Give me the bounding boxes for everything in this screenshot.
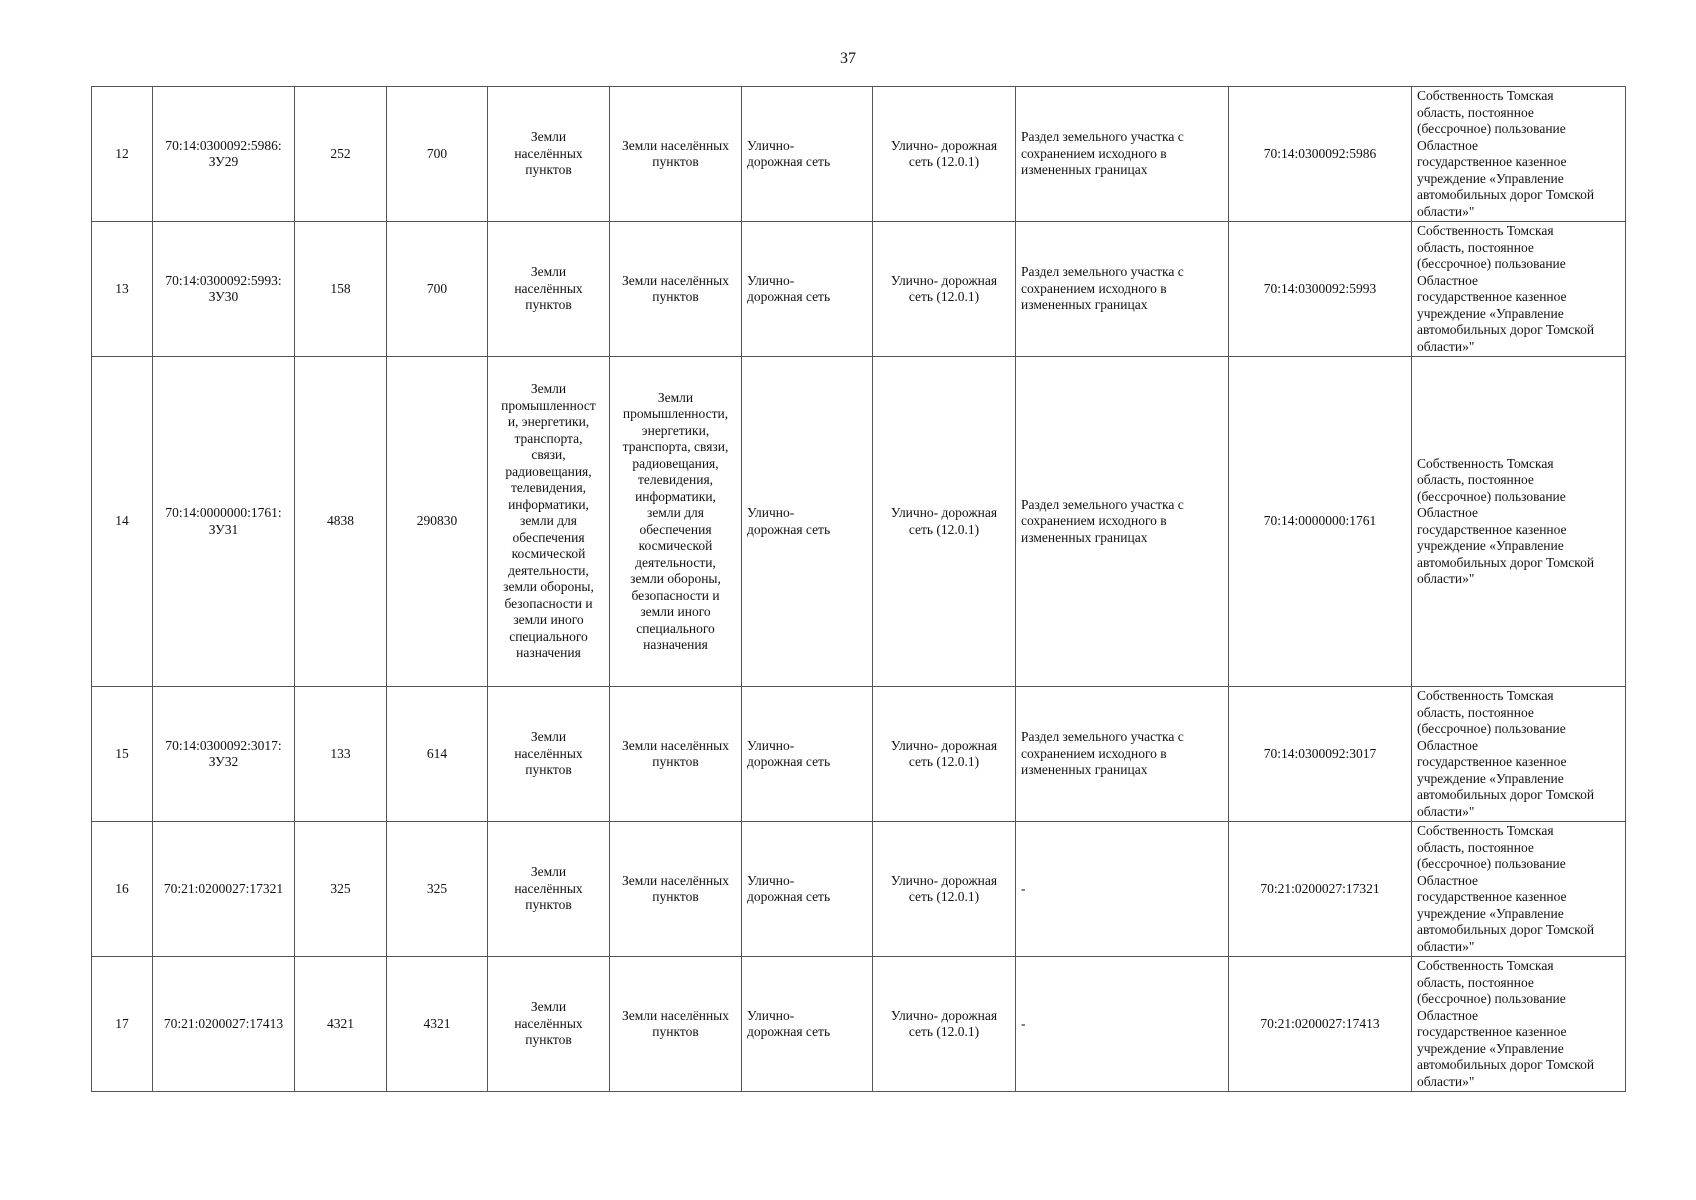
area-cell: 4321	[295, 957, 387, 1092]
row-number-cell: 17	[92, 957, 153, 1092]
permitted-use-cell: Улично- дорожная сеть	[742, 87, 873, 222]
plot-id-cell: 70:14:0300092:5993: ЗУ30	[153, 222, 295, 357]
plot-id-cell: 70:14:0000000:1761: ЗУ31	[153, 357, 295, 687]
ownership-cell: Собственность Томская область, постоянное (бессрочное) пользование Областное государственное казенное учреждение «Управление автомобильных дорог Томской области»"	[1412, 222, 1626, 357]
plot-id-cell: 70:21:0200027:17321	[153, 822, 295, 957]
operation-cell: Раздел земельного участка с сохранением исходного в измененных границах	[1016, 687, 1229, 822]
area-cell: 252	[295, 87, 387, 222]
source-cadastral-cell: 70:14:0300092:5986	[1229, 87, 1412, 222]
ownership-cell: Собственность Томская область, постоянное (бессрочное) пользование Областное государственное казенное учреждение «Управление автомобильных дорог Томской области»"	[1412, 822, 1626, 957]
source-cadastral-cell: 70:21:0200027:17321	[1229, 822, 1412, 957]
source-area-cell: 290830	[387, 357, 488, 687]
source-cadastral-cell: 70:14:0000000:1761	[1229, 357, 1412, 687]
plot-id-cell: 70:14:0300092:5986: ЗУ29	[153, 87, 295, 222]
permitted-use-cell: Улично- дорожная сеть	[742, 687, 873, 822]
permitted-use-cell: Улично- дорожная сеть	[742, 222, 873, 357]
land-category-cell: Земли населённых пунктов	[488, 222, 610, 357]
row-number-cell: 15	[92, 687, 153, 822]
permitted-use-cell: Улично- дорожная сеть	[742, 957, 873, 1092]
source-category-cell: Земли промышленности, энергетики, транспорта, связи, радиовещания, телевидения, информатики, земли для обеспечения космической деятельности, земли обороны, безопасности и земли иного специального назначения	[610, 357, 742, 687]
permitted-use-cell: Улично- дорожная сеть	[742, 357, 873, 687]
land-category-cell: Земли населённых пунктов	[488, 687, 610, 822]
table-row	[92, 87, 1626, 222]
operation-cell: -	[1016, 822, 1229, 957]
table-body	[92, 87, 1626, 1092]
source-category-cell: Земли населённых пунктов	[610, 222, 742, 357]
source-area-cell: 4321	[387, 957, 488, 1092]
land-category-cell: Земли населённых пунктов	[488, 957, 610, 1092]
ownership-cell: Собственность Томская область, постоянное (бессрочное) пользование Областное государственное казенное учреждение «Управление автомобильных дорог Томской области»"	[1412, 687, 1626, 822]
source-category-cell: Земли населённых пунктов	[610, 822, 742, 957]
ownership-cell: Собственность Томская область, постоянное (бессрочное) пользование Областное государственное казенное учреждение «Управление автомобильных дорог Томской области»"	[1412, 957, 1626, 1092]
table-row	[92, 357, 1626, 687]
use-code-cell: Улично- дорожная сеть (12.0.1)	[873, 357, 1016, 687]
ownership-cell: Собственность Томская область, постоянное (бессрочное) пользование Областное государственное казенное учреждение «Управление автомобильных дорог Томской области»"	[1412, 87, 1626, 222]
row-number-cell: 13	[92, 222, 153, 357]
operation-cell: Раздел земельного участка с сохранением исходного в измененных границах	[1016, 87, 1229, 222]
operation-cell: -	[1016, 957, 1229, 1092]
table-row	[92, 687, 1626, 822]
source-cadastral-cell: 70:14:0300092:3017	[1229, 687, 1412, 822]
operation-cell: Раздел земельного участка с сохранением исходного в измененных границах	[1016, 222, 1229, 357]
table-row	[92, 822, 1626, 957]
plot-id-cell: 70:21:0200027:17413	[153, 957, 295, 1092]
use-code-cell: Улично- дорожная сеть (12.0.1)	[873, 687, 1016, 822]
plot-id-cell: 70:14:0300092:3017: ЗУ32	[153, 687, 295, 822]
operation-cell: Раздел земельного участка с сохранением исходного в измененных границах	[1016, 357, 1229, 687]
use-code-cell: Улично- дорожная сеть (12.0.1)	[873, 957, 1016, 1092]
source-category-cell: Земли населённых пунктов	[610, 687, 742, 822]
page-number: 37	[840, 50, 856, 67]
permitted-use-cell: Улично- дорожная сеть	[742, 822, 873, 957]
source-category-cell: Земли населённых пунктов	[610, 87, 742, 222]
use-code-cell: Улично- дорожная сеть (12.0.1)	[873, 87, 1016, 222]
use-code-cell: Улично- дорожная сеть (12.0.1)	[873, 822, 1016, 957]
area-cell: 325	[295, 822, 387, 957]
land-category-cell: Земли промышленност и, энергетики, транспорта, связи, радиовещания, телевидения, информатики, земли для обеспечения космической деятельности, земли обороны, безопасности и земли иного специального назначения	[488, 357, 610, 687]
table-row	[92, 957, 1626, 1092]
source-area-cell: 700	[387, 87, 488, 222]
row-number-cell: 16	[92, 822, 153, 957]
source-cadastral-cell: 70:14:0300092:5993	[1229, 222, 1412, 357]
source-category-cell: Земли населённых пунктов	[610, 957, 742, 1092]
source-area-cell: 700	[387, 222, 488, 357]
source-area-cell: 614	[387, 687, 488, 822]
row-number-cell: 12	[92, 87, 153, 222]
table-row	[92, 222, 1626, 357]
area-cell: 4838	[295, 357, 387, 687]
ownership-cell: Собственность Томская область, постоянное (бессрочное) пользование Областное государственное казенное учреждение «Управление автомобильных дорог Томской области»"	[1412, 357, 1626, 687]
land-category-cell: Земли населённых пунктов	[488, 87, 610, 222]
area-cell: 133	[295, 687, 387, 822]
use-code-cell: Улично- дорожная сеть (12.0.1)	[873, 222, 1016, 357]
land-category-cell: Земли населённых пунктов	[488, 822, 610, 957]
source-area-cell: 325	[387, 822, 488, 957]
land-plots-table	[91, 86, 1626, 1092]
row-number-cell: 14	[92, 357, 153, 687]
area-cell: 158	[295, 222, 387, 357]
source-cadastral-cell: 70:21:0200027:17413	[1229, 957, 1412, 1092]
